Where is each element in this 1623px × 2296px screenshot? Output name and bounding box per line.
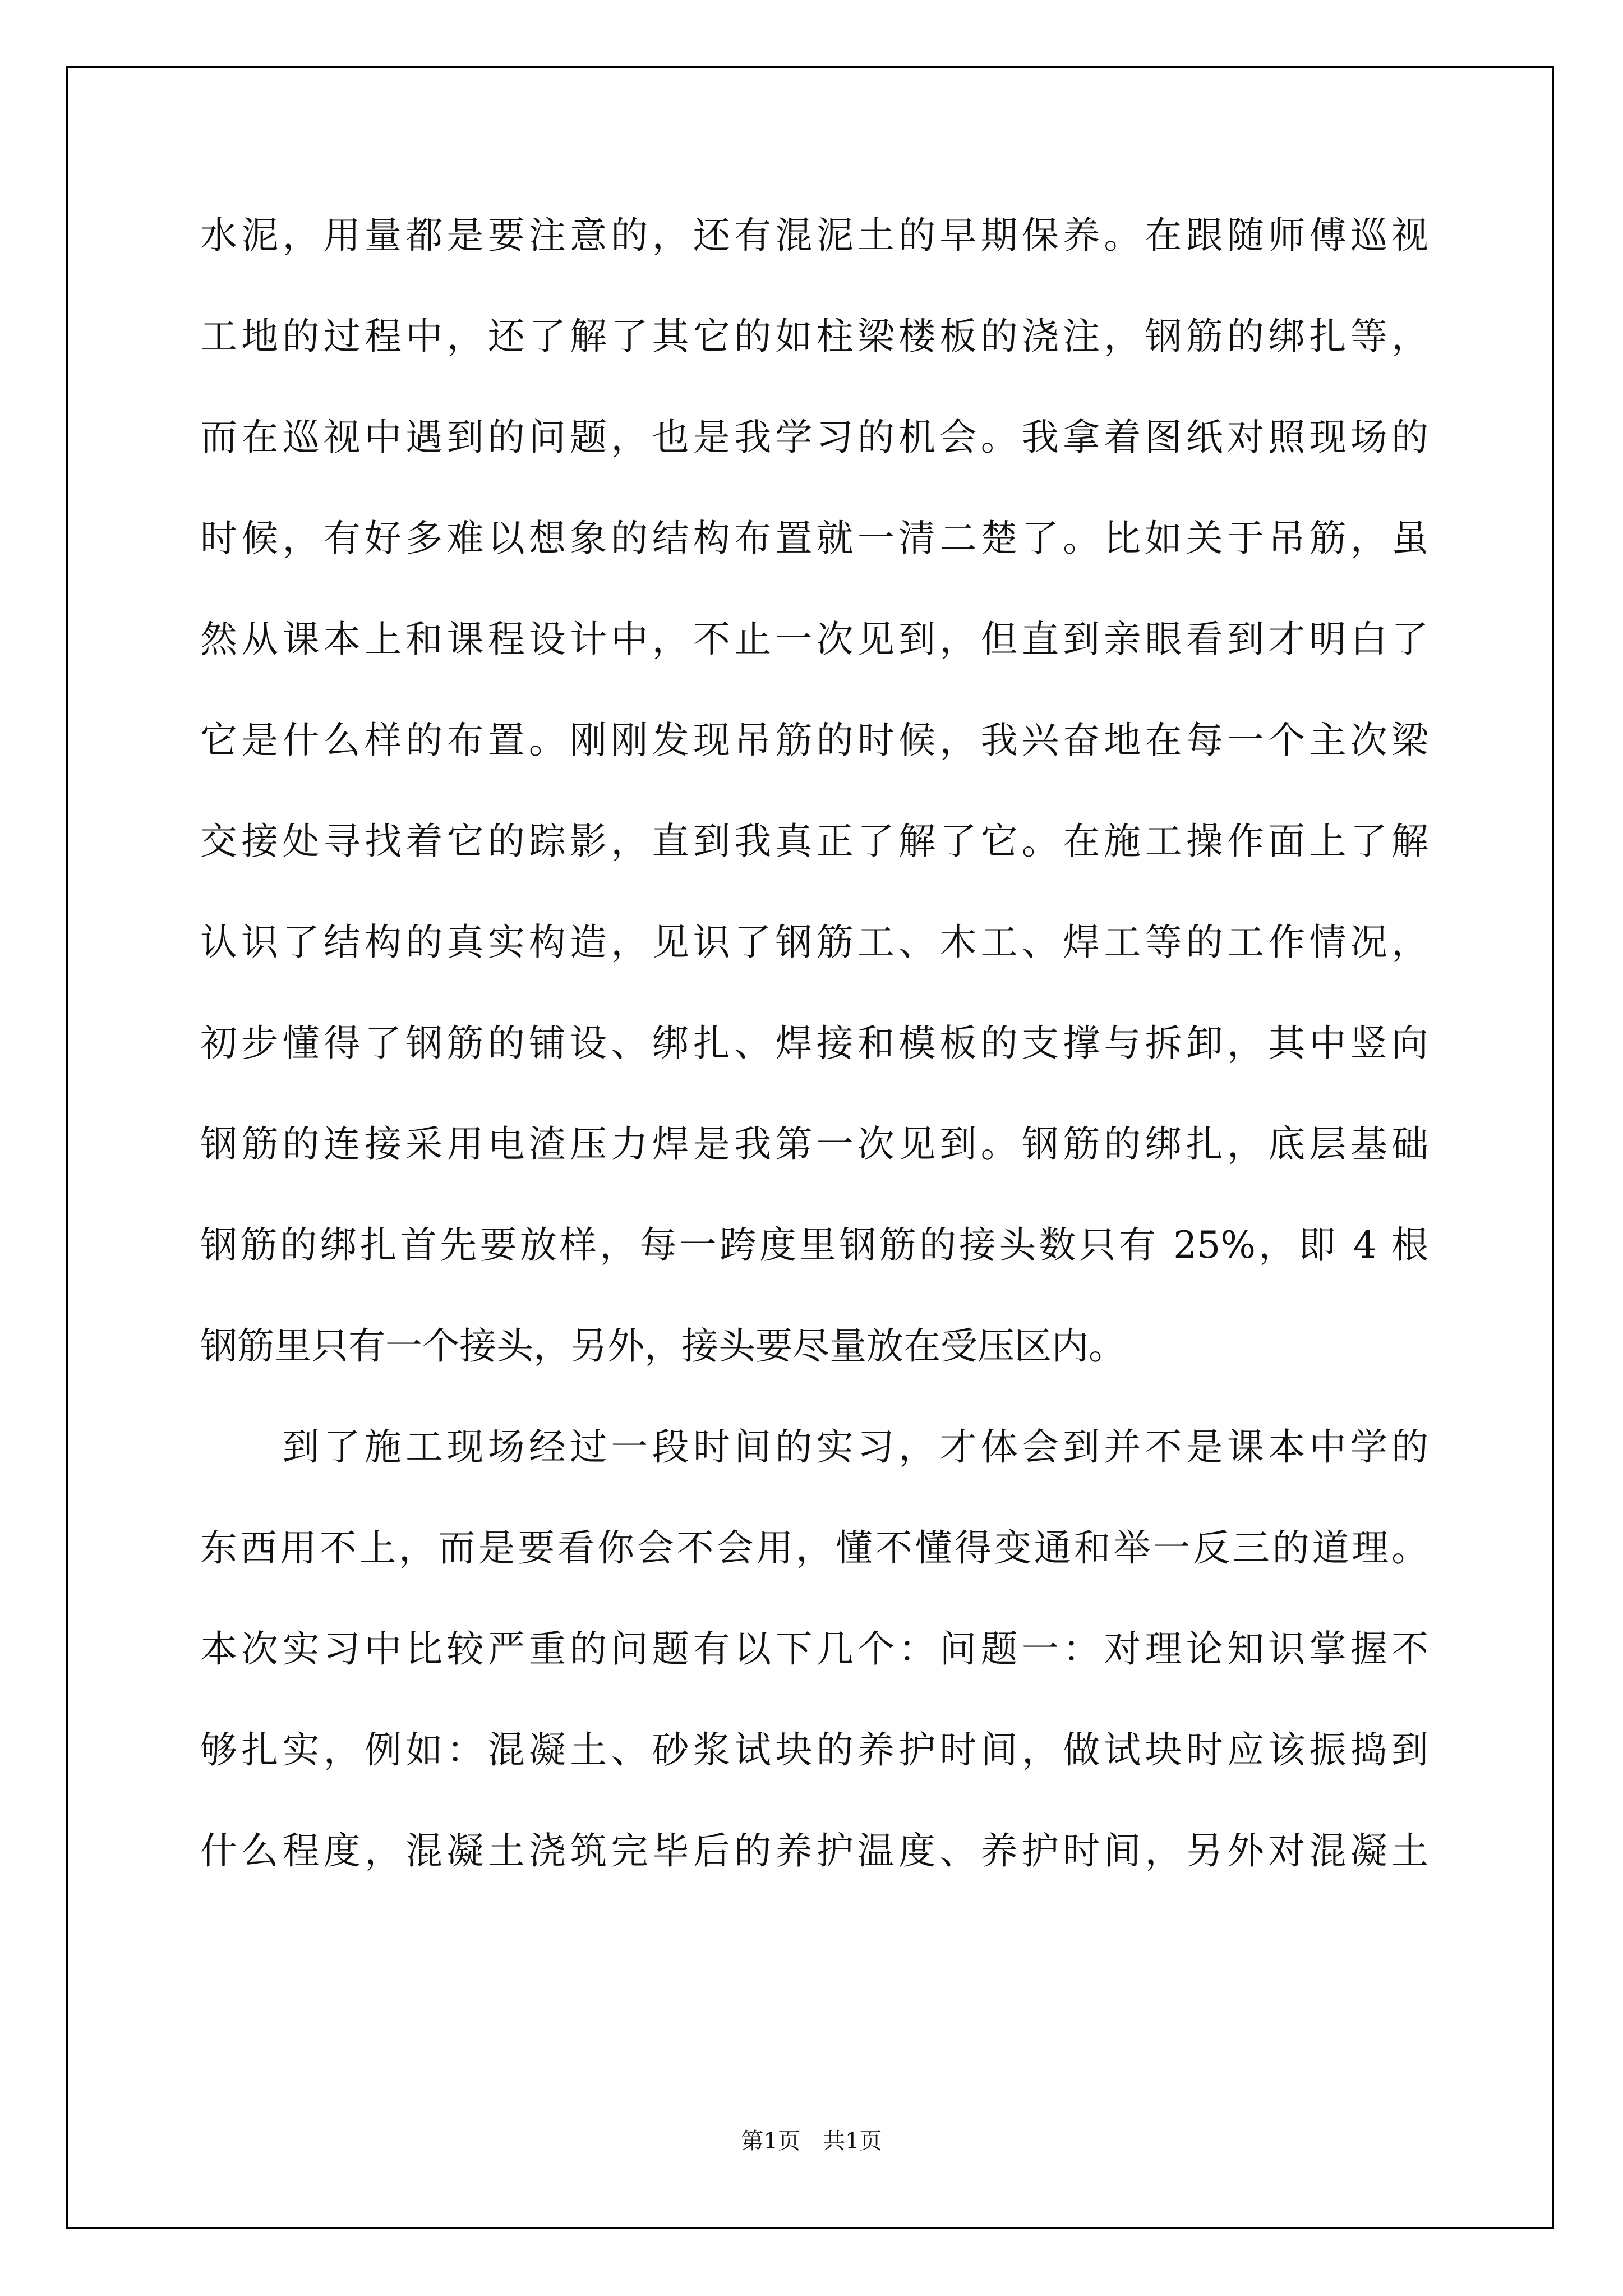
document-body	[200, 208, 1428, 1924]
text-line: 然从课本上和课程设计中，不止一次见到，但直到亲眼看到才明白了	[200, 618, 1428, 661]
text-line: 而在巡视中遇到的问题，也是我学习的机会。我拿着图纸对照现场的	[200, 416, 1428, 459]
text-line: 钢筋里只有一个接头，另外，接头要尽量放在受压区内。	[200, 1324, 1126, 1368]
text-line: 钢筋的绑扎首先要放样，每一跨度里钢筋的接头数只有 25%，即 4 根	[200, 1223, 1428, 1267]
text-line: 它是什么样的布置。刚刚发现吊筋的时候，我兴奋地在每一个主次梁	[200, 719, 1428, 762]
page-number-footer: 第1页 共1页	[741, 2128, 882, 2154]
text-line: 什么程度，混凝土浇筑完毕后的养护温度、养护时间，另外对混凝土	[200, 1829, 1428, 1872]
text-line: 初步懂得了钢筋的铺设、绑扎、焊接和模板的支撑与拆卸，其中竖向	[200, 1022, 1428, 1065]
text-line: 认识了结构的真实构造，见识了钢筋工、木工、焊工等的工作情况，	[200, 921, 1428, 964]
text-line: 时候，有好多难以想象的结构布置就一清二楚了。比如关于吊筋，虽	[200, 517, 1428, 560]
paragraph-start-line: 到了施工现场经过一段时间的实习，才体会到并不是课本中学的	[200, 1425, 1428, 1469]
text-line: 交接处寻找着它的踪影，直到我真正了解了它。在施工操作面上了解	[200, 820, 1428, 863]
text-line: 本次实习中比较严重的问题有以下几个：问题一：对理论知识掌握不	[200, 1627, 1428, 1671]
text-line: 东西用不上，而是要看你会不会用，懂不懂得变通和举一反三的道理。	[200, 1526, 1428, 1570]
text-line: 钢筋的连接采用电渣压力焊是我第一次见到。钢筋的绑扎，底层基础	[200, 1122, 1428, 1166]
text-line: 够扎实，例如：混凝土、砂浆试块的养护时间，做试块时应该振捣到	[200, 1728, 1428, 1772]
text-line: 工地的过程中，还了解了其它的如柱梁楼板的浇注，钢筋的绑扎等，	[200, 315, 1428, 358]
text-line: 水泥，用量都是要注意的，还有混泥土的早期保养。在跟随师傅巡视	[200, 214, 1428, 257]
